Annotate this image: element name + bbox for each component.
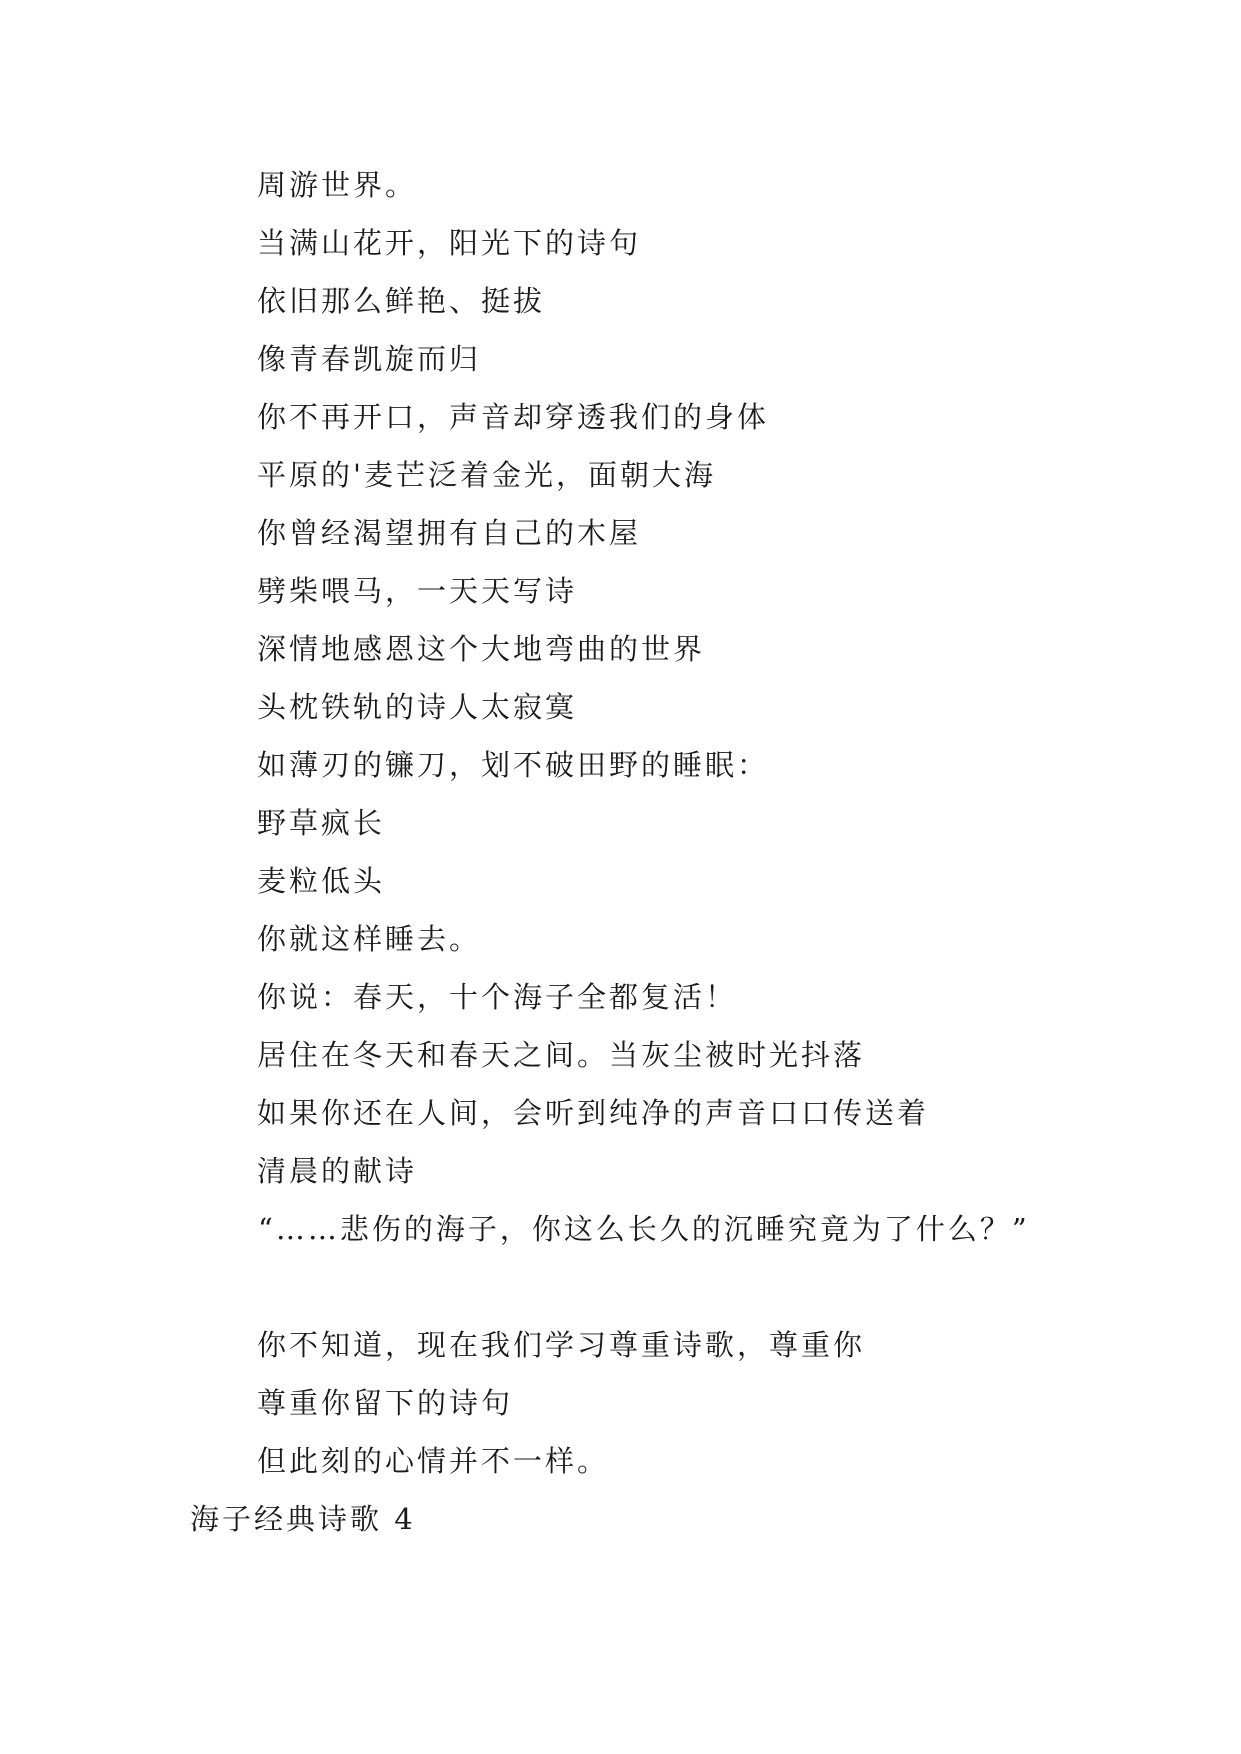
poem-line: 头枕铁轨的诗人太寂寞 xyxy=(257,690,578,724)
poem-line: 周游世界。 xyxy=(257,168,418,202)
poem-line: 你说：春天，十个海子全都复活！ xyxy=(257,980,738,1014)
poem-line: 尊重你留下的诗句 xyxy=(257,1386,514,1420)
poem-line: 你曾经渴望拥有自己的木屋 xyxy=(257,516,642,550)
poem-line: 当满山花开，阳光下的诗句 xyxy=(257,226,642,260)
poem-line: 像青春凯旋而归 xyxy=(257,342,482,376)
poem-line: 居住在冬天和春天之间。当灰尘被时光抖落 xyxy=(257,1038,866,1072)
poem-line: 依旧那么鲜艳、挺拔 xyxy=(257,284,546,318)
poem-line: 平原的'麦芒泛着金光，面朝大海 xyxy=(257,458,716,492)
quote-paragraph: “……悲伤的海子，你这么长久的沉睡究竟为了什么？” xyxy=(258,1212,1030,1246)
poem-line: 你不再开口，声音却穿透我们的身体 xyxy=(257,400,770,434)
section-heading: 海子经典诗歌 4 xyxy=(190,1502,416,1536)
poem-line: 如果你还在人间，会听到纯净的声音口口传送着 xyxy=(257,1096,930,1130)
poem-line: 深情地感恩这个大地弯曲的世界 xyxy=(257,632,706,666)
poem-line: 劈柴喂马，一天天写诗 xyxy=(257,574,578,608)
poem-line: 你不知道，现在我们学习尊重诗歌，尊重你 xyxy=(257,1328,866,1362)
poem-line: 但此刻的心情并不一样。 xyxy=(257,1444,610,1478)
poem-line: 清晨的献诗 xyxy=(257,1154,418,1188)
poem-line: 野草疯长 xyxy=(257,806,386,840)
poem-line: 如薄刃的镰刀，划不破田野的睡眠： xyxy=(257,748,770,782)
poem-line: 你就这样睡去。 xyxy=(257,922,482,956)
poem-line: 麦粒低头 xyxy=(257,864,386,898)
